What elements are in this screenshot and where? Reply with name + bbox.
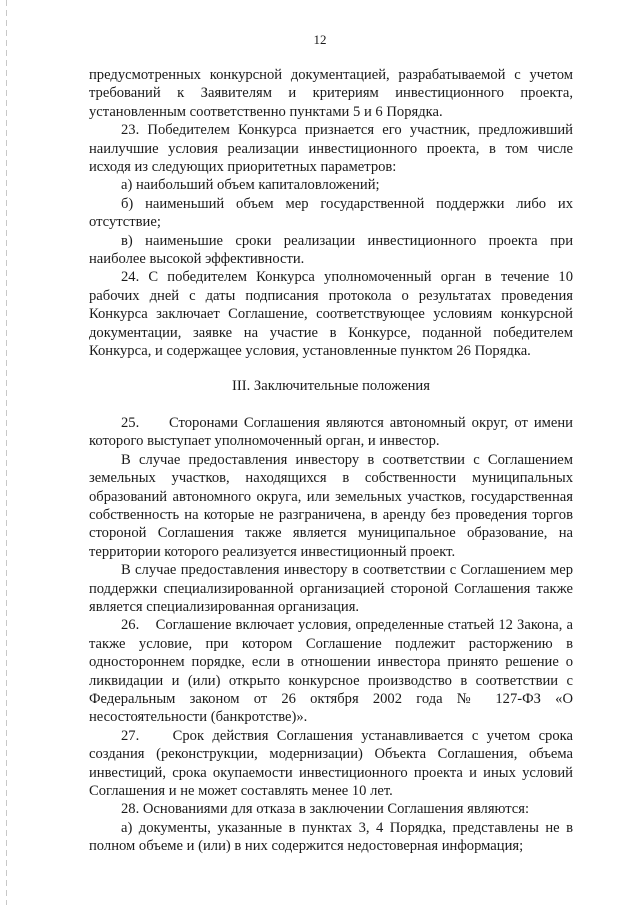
paragraph-support-measures: В случае предоставления инвестору в соответствии с Соглашением мер поддержки специализированной организацией стороной Соглашения также является специализированная организация. (89, 562, 573, 615)
section-heading: III. Заключительные положения (232, 377, 430, 394)
paragraph-land-plots: В случае предоставления инвестору в соответствии с Соглашением земельных участков, находящихся в собственности муниципальных образований автономного округа, или земельных участков, государственная собственность на которые не разграничена, в аренду без проведения торгов стороной Соглашения также является муниципальное образование, на территории которого реализуется инвестиционный проект. (89, 451, 573, 560)
paragraph-item-24: 24. С победителем Конкурса уполномоченный орган в течение 10 рабочих дней с даты подписания протокола о результатах проведения Конкурса заключает Соглашение, соответствующее условиям конкурсной документации, заявке на участие в Конкурсе, поданной победителем Конкурса, и содержащее условия, установленные пунктом 26 Порядка. (89, 269, 573, 360)
paragraph-item-27: 27. Срок действия Соглашения устанавливается с учетом срока создания (реконструкции, модернизации) Объекта Соглашения, объема инвестиций, срока окупаемости инвестиционного проекта и иных условий Соглашения и не может составлять менее 10 лет. (89, 727, 573, 800)
paragraph-item-23: 23. Победителем Конкурса признается его участник, предложивший наилучшие условия реализации инвестиционного проекта, в том числе исходя из следующих приоритетных параметров: (89, 122, 573, 176)
document-body (89, 66, 573, 856)
paragraph-item-25: 25. Сторонами Соглашения являются автономный округ, от имени которого выступает уполномоченный орган, и инвестор. (89, 414, 573, 450)
paragraph-item-26: 26. Соглашение включает условия, определенные статьей 12 Закона, а также условие, при котором Соглашение подлежит расторжению в одностороннем порядке, если в отношении инвестора принято решение о ликвидации и (или) открыто конкурсное производство в соответствии с Федеральным законом от 26 октября 2002 года № 127-ФЗ «О несостоятельности (банкротстве)». (89, 617, 573, 726)
page-number: 12 (313, 32, 327, 47)
paragraph-subitem-b: б) наименьший объем мер государственной поддержки либо их отсутствие; (89, 195, 573, 231)
paragraph-subitem-v: в) наименьшие сроки реализации инвестиционного проекта при наиболее высокой эффективности. (89, 232, 573, 268)
scan-edge-artifact (6, 0, 7, 905)
paragraph-continuation: предусмотренных конкурсной документацией, разрабатываемой с учетом требований к Заявителям и критериям инвестиционного проекта, установленным соответственно пунктами 5 и 6 Порядка. (89, 67, 573, 120)
paragraph-item-28: 28. Основаниями для отказа в заключении Соглашения являются: (121, 801, 530, 818)
paragraph-subitem-a: а) наибольший объем капиталовложений; (121, 177, 380, 194)
paragraph-item-28-a: а) документы, указанные в пунктах 3, 4 Порядка, представлены не в полном объеме и (или) в них содержится недостоверная информация; (89, 819, 573, 855)
